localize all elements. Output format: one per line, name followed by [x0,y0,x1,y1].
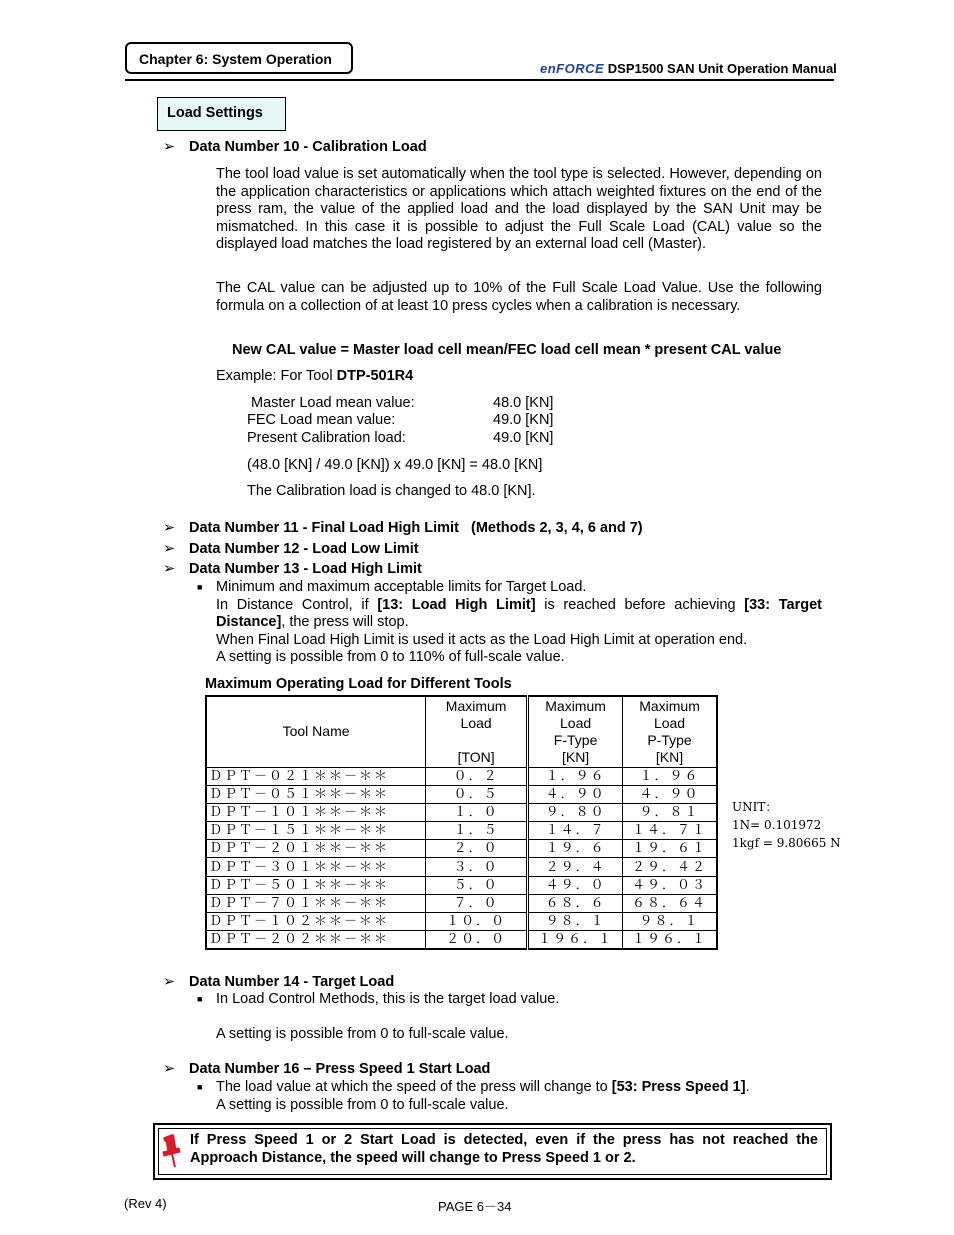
dn13-heading: ➢ Data Number 13 - Load High Limit [163,561,422,577]
dn13-line4: When Final Load High Limit is used it acts as the Load High Limit at operation end. [216,632,748,648]
load-ton-cell: ２０．０ [426,931,528,950]
arrow-bullet-icon: ➢ [163,520,176,536]
square-bullet-icon: ■ [197,994,203,1004]
example-label-3: Present Calibration load: [247,430,406,446]
table-title: Maximum Operating Load for Different Tools [205,676,512,692]
arrow-bullet-icon: ➢ [163,541,176,557]
dn16-line1: The load value at which the speed of the press will change to [53: Press Speed 1]. [216,1079,750,1095]
load-ton-cell: １．５ [426,822,528,840]
load-ton-cell: ７．０ [426,894,528,912]
dn13-line1: Minimum and maximum acceptable limits for Target Load. [216,579,587,595]
load-f-cell: ９８．１ [528,913,623,931]
load-p-cell: １４．７１ [623,822,717,840]
table-row [206,767,717,785]
chapter-label: Chapter 6: System Operation [125,42,353,74]
dn11-methods: (Methods 2, 3, 4, 6 and 7) [471,520,643,536]
tool-name-cell: ＤＰＴ－０５１＊＊－＊＊ [206,785,426,803]
header-rule [125,79,834,81]
dn13-line3: Distance], the press will stop. [216,614,409,630]
table-row [206,894,717,912]
dn11-heading: ➢ Data Number 11 - Final Load High Limit (Methods 2, 3, 4, 6 and 7) [163,520,643,536]
load-p-cell: １９．６１ [623,840,717,858]
arrow-bullet-icon: ➢ [163,561,176,577]
square-bullet-icon: ■ [197,1082,203,1092]
load-p-cell: ２９．４２ [623,858,717,876]
tool-name-cell: ＤＰＴ－２０２＊＊－＊＊ [206,931,426,950]
col-load-p-type: Maximum Load P-Type [KN] [623,696,717,767]
example-value-1: 48.0 [KN] [493,395,554,411]
tool-name-cell: ＤＰＴ－３０１＊＊－＊＊ [206,858,426,876]
example-result: The Calibration load is changed to 48.0 [KN]. [247,483,536,499]
load-ton-cell: ５．０ [426,876,528,894]
manual-title: DSP1500 SAN Unit Operation Manual [607,61,837,76]
load-ton-cell: ２．０ [426,840,528,858]
dn16-line2: A setting is possible from 0 to full-scale value. [216,1097,509,1113]
table-row [206,803,717,821]
example-line: Example: For Tool DTP-501R4 [216,368,414,384]
tool-name-cell: ＤＰＴ－１５１＊＊－＊＊ [206,822,426,840]
arrow-bullet-icon: ➢ [163,1061,176,1077]
dn10-heading: ➢ Data Number 10 - Calibration Load [163,139,427,155]
dn12-heading: ➢ Data Number 12 - Load Low Limit [163,541,419,557]
col-load-f-type: Maximum Load F-Type [KN] [528,696,623,767]
tool-name-cell: ＤＰＴ－１０１＊＊－＊＊ [206,803,426,821]
load-f-cell: ４９．０ [528,876,623,894]
manual-header [540,61,837,76]
load-p-cell: ９．８１ [623,803,717,821]
load-p-cell: ６８．６４ [623,894,717,912]
load-ton-cell: ０．５ [426,785,528,803]
load-f-cell: ２９．４ [528,858,623,876]
dn10-para1: The tool load value is set automatically when the tool type is selected. However, depending on the application characteristics or applications which attach weighted fixtures on the end of the press ram, the value of the applied load and the load displayed by the SAN Unit may be mismatched. In this case it is possible to adjust the Full Scale Load (CAL) value so the displayed load matches the load registered by an external load cell (Master). [216,166,822,252]
load-ton-cell: ３．０ [426,858,528,876]
arrow-bullet-icon: ➢ [163,139,176,155]
col-tool-name: Tool Name [206,696,426,767]
load-f-cell: １４．７ [528,822,623,840]
load-p-cell: ９８．１ [623,913,717,931]
table-row [206,822,717,840]
tool-name-cell: ＤＰＴ－２０１＊＊－＊＊ [206,840,426,858]
table-row [206,913,717,931]
load-f-cell: １．９６ [528,767,623,785]
load-f-cell: ９．８０ [528,803,623,821]
square-bullet-icon: ■ [197,582,203,592]
example-value-2: 49.0 [KN] [493,412,554,428]
load-ton-cell: １０．０ [426,913,528,931]
load-p-cell: １．９６ [623,767,717,785]
tool-name-cell: ＤＰＴ－０２１＊＊－＊＊ [206,767,426,785]
warning-text: If Press Speed 1 or 2 Start Load is detected, even if the press has not reached the Approach Distance, the speed will change to Press Speed 1 or 2. [190,1132,818,1166]
footer-revision: (Rev 4) [124,1196,167,1211]
example-label-1: Master Load mean value: [251,395,415,411]
load-f-cell: ６８．６ [528,894,623,912]
load-f-cell: １９．６ [528,840,623,858]
example-calc: (48.0 [KN] / 49.0 [KN]) x 49.0 [KN] = 48.0 [KN] [247,457,543,473]
brand-logo: enFORCE [540,61,605,76]
dn14-heading: ➢ Data Number 14 - Target Load [163,974,395,990]
dn16-heading: ➢ Data Number 16 – Press Speed 1 Start Load [163,1061,491,1077]
pushpin-icon [160,1134,184,1170]
load-ton-cell: ０．２ [426,767,528,785]
dn13-line2: In Distance Control, if [13: Load High Limit] is reached before achieving [33: Target [216,597,822,613]
table-row [206,876,717,894]
dn13-line5: A setting is possible from 0 to 110% of full-scale value. [216,649,565,665]
dn14-line1: In Load Control Methods, this is the target load value. [216,991,560,1007]
load-p-cell: １９６．１ [623,931,717,950]
example-value-3: 49.0 [KN] [493,430,554,446]
table-row [206,785,717,803]
max-load-table [205,695,718,950]
dn10-para2: The CAL value can be adjusted up to 10% of the Full Scale Load Value. Use the following formula on a collection of at least 10 press cycles when a calibration is necessary. [216,280,822,314]
load-p-cell: ４９．０３ [623,876,717,894]
load-f-cell: ４．９０ [528,785,623,803]
dn14-line2: A setting is possible from 0 to full-scale value. [216,1026,509,1042]
example-label-2: FEC Load mean value: [247,412,396,428]
tool-name-cell: ＤＰＴ－１０２＊＊－＊＊ [206,913,426,931]
section-title: Load Settings [157,97,286,131]
table-row [206,840,717,858]
load-f-cell: １９６．１ [528,931,623,950]
tool-name-cell: ＤＰＴ－５０１＊＊－＊＊ [206,876,426,894]
tool-name-cell: ＤＰＴ－７０１＊＊－＊＊ [206,894,426,912]
footer-page-number: PAGE 6－34 [438,1199,512,1214]
col-load-ton: Maximum Load [TON] [426,696,528,767]
table-row [206,931,717,950]
cal-formula: New CAL value = Master load cell mean/FEC load cell mean * present CAL value [232,342,782,358]
unit-note: UNIT： 1N= 0.101972 1kgf = 9.80665 N [732,800,841,850]
arrow-bullet-icon: ➢ [163,974,176,990]
load-p-cell: ４．９０ [623,785,717,803]
load-ton-cell: １．０ [426,803,528,821]
example-tool: DTP-501R4 [336,368,414,384]
table-row [206,858,717,876]
